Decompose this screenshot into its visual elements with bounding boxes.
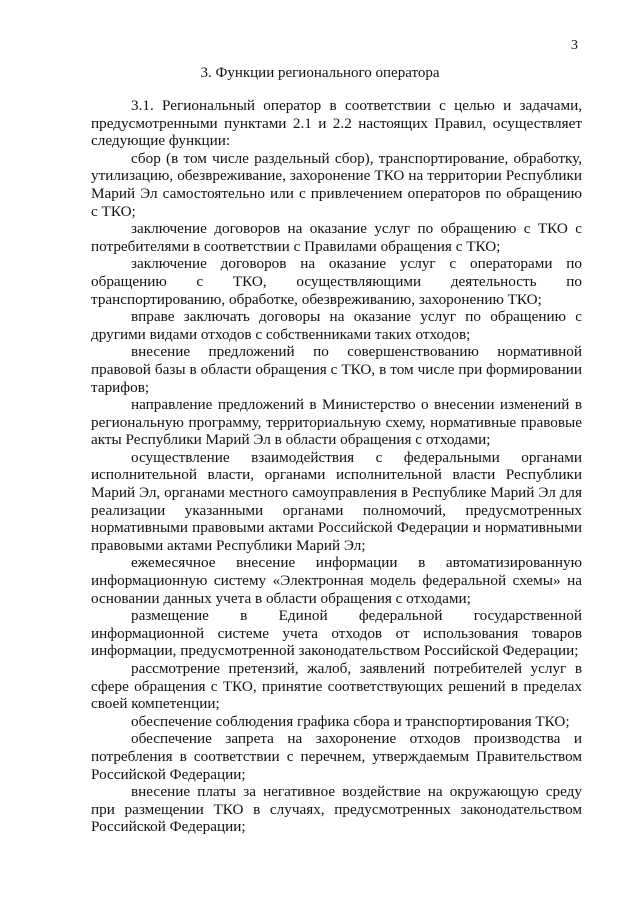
function-item: направление предложений в Министерство о внесении изменений в региональную программу, территориальную схему, нормативные правовые акты Республики Марий Эл в области обращения с отходами; <box>91 396 582 449</box>
function-item: осуществление взаимодействия с федеральными органами исполнительной власти, органами исполнительной власти Республики Марий Эл, органами местного самоуправления в Республике Марий Эл для реализации указанными органами полномочий, предусмотренных нормативными правовыми актами Российской Федерации и нормативными правовыми актами Республики Марий Эл; <box>91 448 582 554</box>
function-item: внесение платы за негативное воздействие на окружающую среду при размещении ТКО в случаях, предусмотренных законодательством Российской Федерации; <box>91 783 582 836</box>
paragraph-intro: 3.1. Региональный оператор в соответствии с целью и задачами, предусмотренными пунктами 2.1 и 2.2 настоящих Правил, осуществляет следующие функции: <box>91 97 582 150</box>
function-item: вправе заключать договоры на оказание услуг по обращению с другими видами отходов с собственниками таких отходов; <box>91 308 582 343</box>
function-item: заключение договоров на оказание услуг по обращению с ТКО с потребителями в соответствии с Правилами обращения с ТКО; <box>91 220 582 255</box>
function-item: обеспечение соблюдения графика сбора и транспортирования ТКО; <box>131 712 570 730</box>
function-item: размещение в Единой федеральной государственной информационной системе учета отходов от использования товаров информации, предусмотренной законодательством Российской Федерации; <box>91 607 582 660</box>
function-item: обеспечение запрета на захоронение отходов производства и потребления в соответствии с перечнем, утверждаемым Правительством Российской Федерации; <box>91 730 582 783</box>
function-item: ежемесячное внесение информации в автоматизированную информационную систему «Электронная модель федеральной схемы» на основании данных учета в области обращения с отходами; <box>91 554 582 607</box>
document-body <box>91 97 582 836</box>
function-item: сбор (в том числе раздельный сбор), транспортирование, обработку, утилизацию, обезвреживание, захоронение ТКО на территории Республики Марий Эл самостоятельно или с привлечением операторов по обращению с ТКО; <box>91 149 582 220</box>
function-item: рассмотрение претензий, жалоб, заявлений потребителей услуг в сфере обращения с ТКО, принятие соответствующих решений в пределах своей компетенции; <box>91 660 582 713</box>
section-title: 3. Функции регионального оператора <box>200 65 440 81</box>
function-item: заключение договоров на оказание услуг с операторами по обращению с ТКО, осуществляющими деятельность по транспортированию, обработке, обезвреживанию, захоронению ТКО; <box>91 255 582 308</box>
function-item: внесение предложений по совершенствованию нормативной правовой базы в области обращения с ТКО, в том числе при формировании тарифов; <box>91 343 582 396</box>
page-number: 3 <box>571 38 578 53</box>
